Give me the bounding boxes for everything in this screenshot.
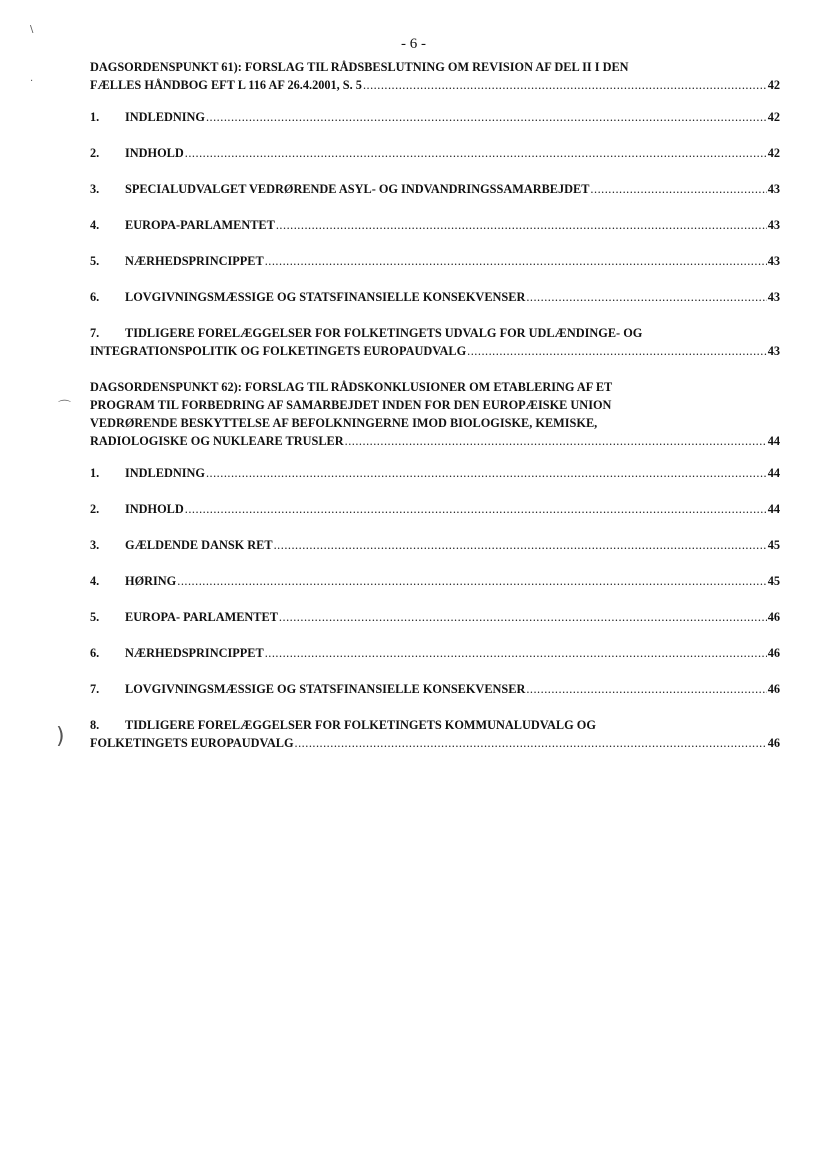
item-number: 3. xyxy=(90,538,100,552)
dot-leader xyxy=(265,644,767,662)
item-number: 4. xyxy=(90,218,100,232)
item-title-continued: FOLKETINGETS EUROPAUDVALG xyxy=(90,736,294,750)
heading-line: DAGSORDENSPUNKT 62): FORSLAG TIL RÅDSKONKLUSIONER OM ETABLERING AF ET xyxy=(90,380,613,394)
toc-item[interactable] xyxy=(90,716,780,752)
item-title: INDLEDNING xyxy=(125,466,205,480)
item-title: EUROPA- PARLAMENTET xyxy=(125,610,278,624)
toc-heading-61[interactable] xyxy=(90,58,780,94)
heading-line: VEDRØRENDE BESKYTTELSE AF BEFOLKNINGERNE IMOD BIOLOGISKE, KEMISKE, xyxy=(90,416,598,430)
toc-item[interactable] xyxy=(90,216,780,234)
item-number: 3. xyxy=(90,182,100,196)
item-title: INDHOLD xyxy=(125,146,184,160)
item-title: SPECIALUDVALGET VEDRØRENDE ASYL- OG INDVANDRINGSSAMARBEJDET xyxy=(125,182,590,196)
dot-leader xyxy=(276,216,767,234)
item-title: LOVGIVNINGSMÆSSIGE OG STATSFINANSIELLE KONSEKVENSER xyxy=(125,682,526,696)
page-ref: 45 xyxy=(767,574,780,588)
page-ref: 46 xyxy=(767,646,780,660)
item-number: 6. xyxy=(90,290,100,304)
item-title: HØRING xyxy=(125,574,177,588)
item-number: 8. xyxy=(90,718,100,732)
page-number: - 6 - xyxy=(401,36,426,52)
page-ref: 46 xyxy=(767,610,780,624)
item-title: INDLEDNING xyxy=(125,110,205,124)
item-number: 7. xyxy=(90,326,100,340)
item-title-continued: INTEGRATIONSPOLITIK OG FOLKETINGETS EUROPAUDVALG xyxy=(90,344,467,358)
item-title: TIDLIGERE FORELÆGGELSER FOR FOLKETINGETS UDVALG FOR UDLÆNDINGE- OG xyxy=(125,326,643,340)
dot-leader xyxy=(265,252,767,270)
item-number: 5. xyxy=(90,610,100,624)
dot-leader xyxy=(363,76,767,94)
margin-mark-tick: \ xyxy=(30,24,34,35)
item-title: TIDLIGERE FORELÆGGELSER FOR FOLKETINGETS KOMMUNALUDVALG OG xyxy=(125,718,596,732)
dot-leader xyxy=(185,144,767,162)
toc-item[interactable] xyxy=(90,500,780,518)
item-title: LOVGIVNINGSMÆSSIGE OG STATSFINANSIELLE KONSEKVENSER xyxy=(125,290,526,304)
heading-line: DAGSORDENSPUNKT 61): FORSLAG TIL RÅDSBESLUTNING OM REVISION AF DEL II I DEN xyxy=(90,60,629,74)
page-ref: 46 xyxy=(767,682,780,696)
dot-leader xyxy=(526,680,766,698)
page-ref: 44 xyxy=(767,434,780,448)
item-number: 6. xyxy=(90,646,100,660)
toc-item[interactable] xyxy=(90,108,780,126)
item-title: GÆLDENDE DANSK RET xyxy=(125,538,273,552)
toc-item[interactable] xyxy=(90,608,780,626)
page-ref: 46 xyxy=(767,736,780,750)
item-number: 5. xyxy=(90,254,100,268)
page-ref: 42 xyxy=(767,110,780,124)
table-of-contents xyxy=(90,58,780,770)
page-ref: 42 xyxy=(767,78,780,92)
item-number: 2. xyxy=(90,502,100,516)
dot-leader xyxy=(274,536,767,554)
dot-leader xyxy=(206,108,767,126)
toc-item[interactable] xyxy=(90,680,780,698)
heading-line: PROGRAM TIL FORBEDRING AF SAMARBEJDET INDEN FOR DEN EUROPÆISKE UNION xyxy=(90,398,612,412)
item-number: 4. xyxy=(90,574,100,588)
margin-mark-curve: ⌒ xyxy=(58,400,72,415)
dot-leader xyxy=(467,342,767,360)
margin-mark-bracket: ) xyxy=(56,724,65,749)
dot-leader xyxy=(295,734,767,752)
dot-leader xyxy=(279,608,767,626)
page-ref: 43 xyxy=(767,290,780,304)
item-number: 1. xyxy=(90,110,100,124)
page-ref: 43 xyxy=(767,344,780,358)
toc-item[interactable] xyxy=(90,644,780,662)
item-title: NÆRHEDSPRINCIPPET xyxy=(125,254,264,268)
page-ref: 44 xyxy=(767,502,780,516)
heading-line: RADIOLOGISKE OG NUKLEARE TRUSLER xyxy=(90,434,344,448)
item-number: 7. xyxy=(90,682,100,696)
dot-leader xyxy=(185,500,767,518)
dot-leader xyxy=(206,464,767,482)
toc-item[interactable] xyxy=(90,536,780,554)
heading-line: FÆLLES HÅNDBOG EFT L 116 AF 26.4.2001, S. 5 xyxy=(90,78,362,92)
toc-item[interactable] xyxy=(90,464,780,482)
page-ref: 42 xyxy=(767,146,780,160)
toc-item[interactable] xyxy=(90,252,780,270)
page-ref: 45 xyxy=(767,538,780,552)
page-ref: 43 xyxy=(767,218,780,232)
page-ref: 44 xyxy=(767,466,780,480)
margin-mark-dot: · xyxy=(30,76,34,87)
item-title: INDHOLD xyxy=(125,502,184,516)
item-number: 2. xyxy=(90,146,100,160)
toc-item[interactable] xyxy=(90,180,780,198)
dot-leader xyxy=(345,432,767,450)
toc-heading-62[interactable] xyxy=(90,378,780,450)
dot-leader xyxy=(590,180,766,198)
page-ref: 43 xyxy=(767,254,780,268)
dot-leader xyxy=(177,572,766,590)
toc-item[interactable] xyxy=(90,324,780,360)
item-title: NÆRHEDSPRINCIPPET xyxy=(125,646,264,660)
item-number: 1. xyxy=(90,466,100,480)
toc-item[interactable] xyxy=(90,288,780,306)
toc-item[interactable] xyxy=(90,144,780,162)
dot-leader xyxy=(526,288,766,306)
toc-item[interactable] xyxy=(90,572,780,590)
page-ref: 43 xyxy=(767,182,780,196)
item-title: EUROPA-PARLAMENTET xyxy=(125,218,275,232)
